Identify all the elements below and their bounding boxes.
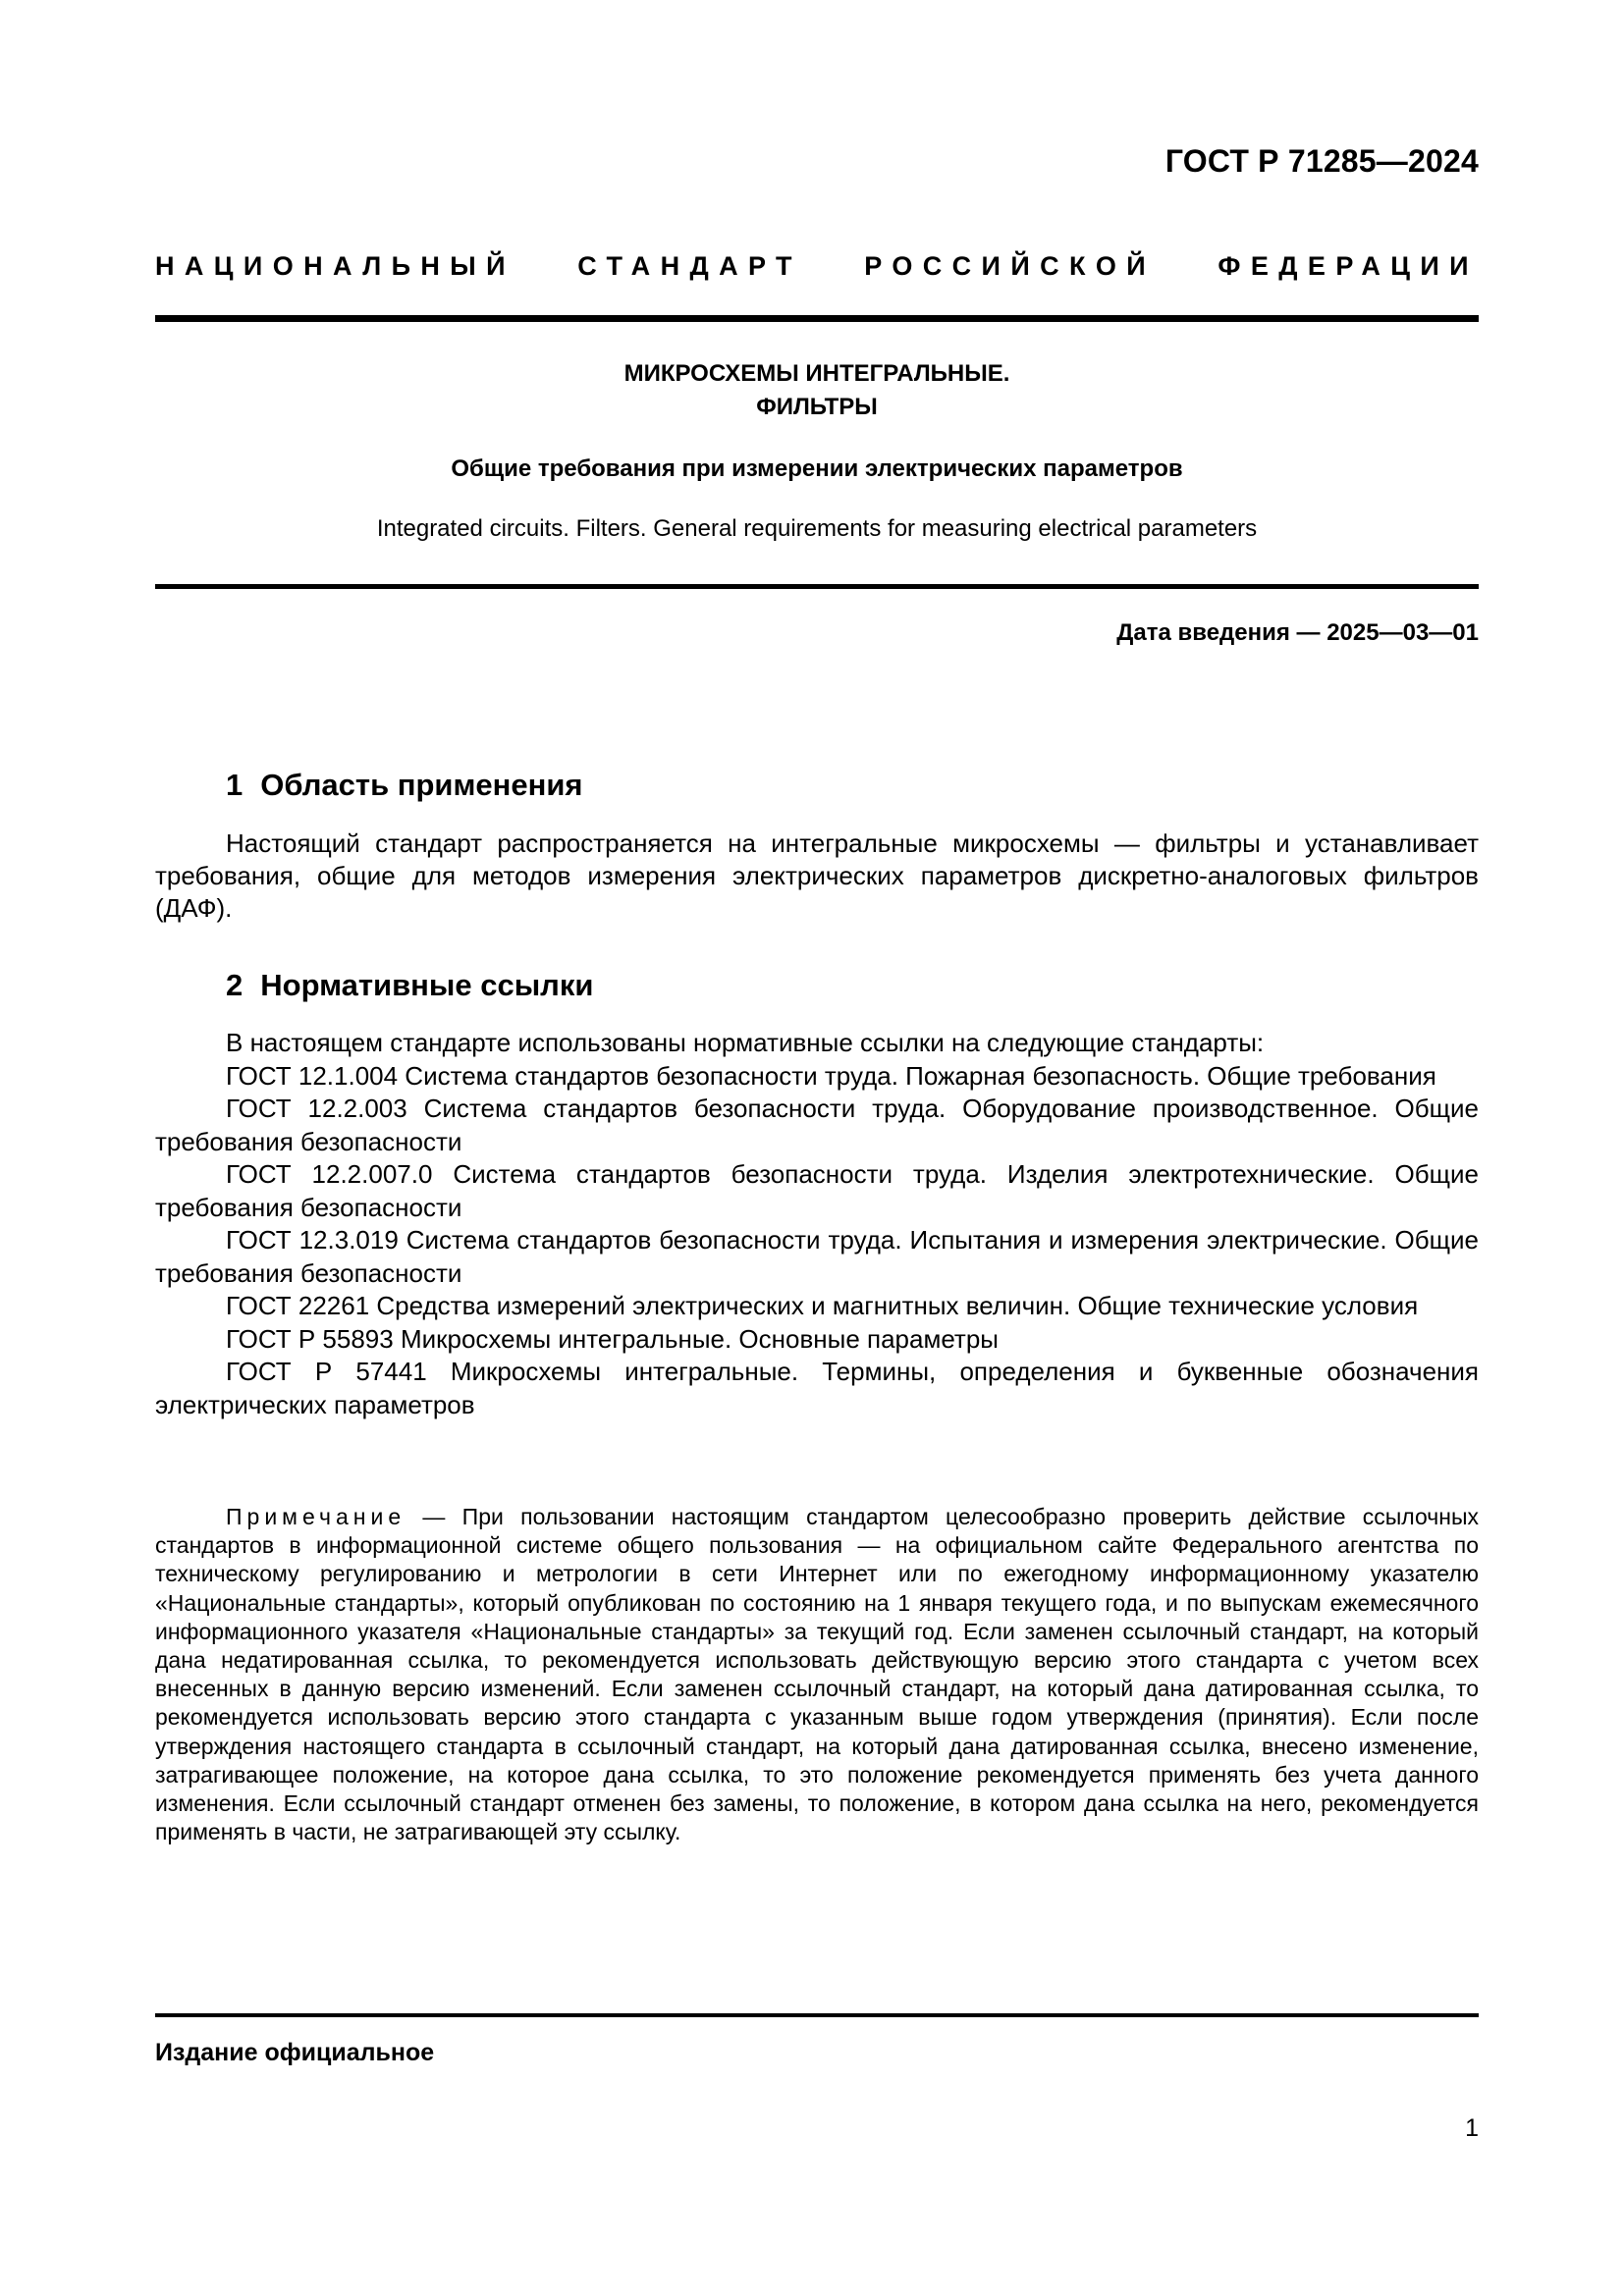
section-1-number: 1 [226, 768, 244, 802]
standard-title-line-2: ФИЛЬТРЫ [756, 394, 878, 420]
reference-item: ГОСТ 12.1.004 Система стандартов безопасности труда. Пожарная безопасность. Общие требования [226, 1060, 1436, 1091]
reference-item: ГОСТ 12.2.007.0 Система стандартов безопасности труда. Изделия электротехнические. Общие требования безопасности [155, 1159, 1479, 1222]
header-divider [155, 315, 1479, 322]
section-2-number: 2 [226, 968, 244, 1002]
standard-english-title: Integrated circuits. Filters. General requirements for measuring electrical parameters [376, 515, 1258, 542]
national-standard-title: НАЦИОНАЛЬНЫЙ СТАНДАРТ РОССИЙСКОЙ ФЕДЕРАЦИИ [155, 251, 1479, 281]
reference-item: ГОСТ 12.3.019 Система стандартов безопасности труда. Испытания и измерения электрические. Общие требования безопасности [155, 1225, 1479, 1288]
note-text: — При пользовании настоящим стандартом целесообразно проверить действие ссылочных стандартов в информационной системе общего пользования — на официальном сайте Федерального агентства по техническому регулированию и метрологии в сети Интернет или по ежегодному информационному указателю «Национальные стандарты», который опубликован по состоянию на 1 января текущего года, и по выпускам ежемесячного информационного указателя «Национальные стандарты» за текущий год. Если заменен ссылочный стандарт, на который дана недатированная ссылка, то рекомендуется использовать действующую версию этого стандарта с учетом всех внесенных в данную версию изменений. Если заменен ссылочный стандарт, на который дана датированная ссылка, то рекомендуется использовать версию этого стандарта с указанным выше годом утверждения (принятия). Если после утверждения настоящего стандарта в ссылочный стандарт, на который дана датированная ссылка, внесено изменение, затрагивающее положение, на которое дана ссылка, то это положение рекомендуется применять без учета данного изменения. Если ссылочный стандарт отменен без замены, то положение, в котором дана ссылка на него, рекомендуется применять в части, не затрагивающей эту ссылку. [155, 1504, 1479, 1845]
section-2-heading [226, 968, 593, 1003]
footer-divider [155, 2013, 1479, 2017]
introduction-date: Дата введения — 2025—03—01 [1116, 619, 1479, 646]
official-edition-label: Издание официальное [155, 2039, 435, 2066]
normative-references [155, 1027, 1479, 1421]
reference-item: ГОСТ 22261 Средства измерений электрических и магнитных величин. Общие технические условия [226, 1291, 1419, 1320]
section-1-text: Настоящий стандарт распространяется на интегральные микросхемы — фильтры и устанавливает требования, общие для методов измерения электрических параметров дискретно-аналоговых фильтров (ДАФ). [155, 828, 1479, 923]
reference-item: ГОСТ Р 57441 Микросхемы интегральные. Термины, определения и буквенные обозначения электрических параметров [155, 1357, 1479, 1419]
title-divider [155, 584, 1479, 589]
standard-subtitle: Общие требования при измерении электрических параметров [451, 455, 1183, 482]
section-1-heading [226, 768, 583, 803]
reference-item: ГОСТ Р 55893 Микросхемы интегральные. Основные параметры [226, 1323, 999, 1354]
document-page [155, 0, 1479, 2296]
page-number: 1 [1465, 2114, 1479, 2142]
note-label: Примечание [226, 1504, 406, 1529]
references-note [155, 1503, 1479, 1846]
standard-title [155, 357, 1479, 424]
references-intro: В настоящем стандарте использованы нормативные ссылки на следующие стандарты: [226, 1028, 1265, 1057]
document-code: ГОСТ Р 71285—2024 [1164, 143, 1479, 179]
section-1-title: Область применения [260, 768, 583, 802]
reference-item: ГОСТ 12.2.003 Система стандартов безопасности труда. Оборудование производственное. Общие требования безопасности [155, 1094, 1479, 1156]
standard-title-line-1: МИКРОСХЕМЫ ИНТЕГРАЛЬНЫЕ. [623, 360, 1010, 387]
section-2-title: Нормативные ссылки [260, 968, 594, 1002]
